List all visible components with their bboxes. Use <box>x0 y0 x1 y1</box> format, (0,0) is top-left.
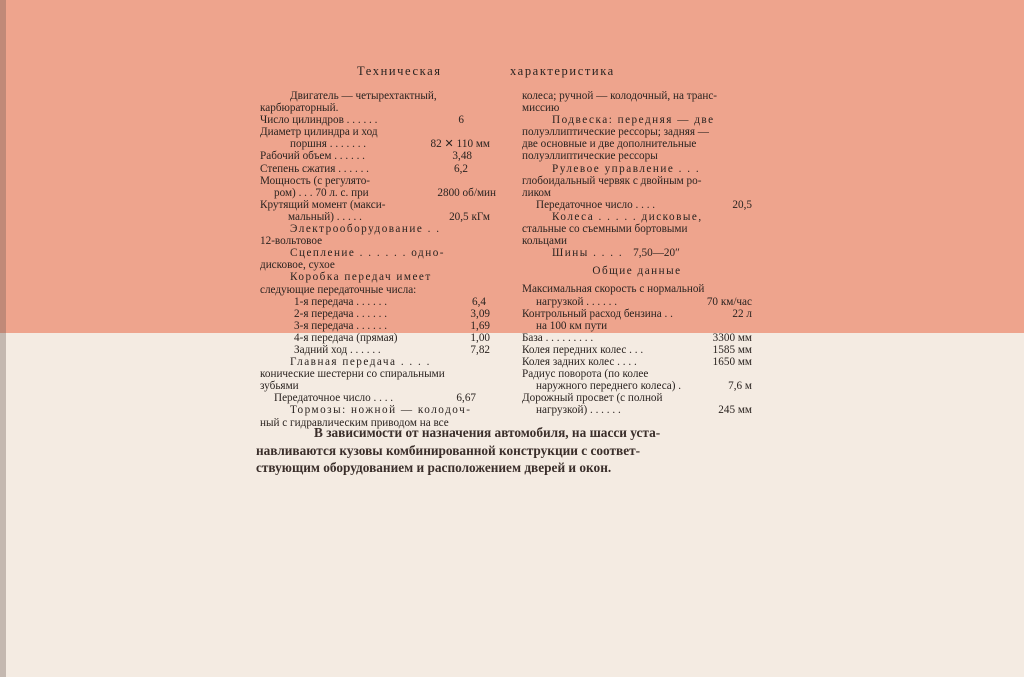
torque-line-1: Крутящий момент (макси- <box>260 198 386 211</box>
clearance-line-1: Дорожный просвет (с полной <box>522 392 663 405</box>
clearance-value: 245 мм <box>718 404 752 417</box>
power-line-1: Мощность (с регулято- <box>260 174 371 187</box>
reverse-label: Задний ход . . . . . . <box>294 343 381 356</box>
salmon-band <box>0 0 1024 333</box>
power-row <box>260 187 496 199</box>
front-track-value: 1585 мм <box>712 343 752 356</box>
turning-label: наружного переднего колеса) . <box>536 380 682 393</box>
gearbox-line-2: следующие передаточные числа: <box>260 283 417 296</box>
gear-2-label: 2-я передача . . . . . . <box>294 307 387 320</box>
turning-row <box>522 380 752 392</box>
steering-ratio-value: 20,5 <box>732 198 752 211</box>
gear-4-row <box>260 332 496 344</box>
general-data-title: Общие данные <box>592 265 682 278</box>
cylinders-label: Число цилиндров . . . . . . <box>260 114 378 127</box>
spec-column-left <box>260 90 496 429</box>
final-drive-line-1: Главная передача . . . . <box>290 356 431 369</box>
final-ratio-label: Передаточное число . . . . <box>274 392 394 405</box>
rear-track-row <box>522 356 752 368</box>
engine-line-1: Двигатель — четырехтактный, <box>290 90 437 102</box>
cylinders-row <box>260 114 496 126</box>
compression-row <box>260 163 496 175</box>
gear-1-row <box>260 296 496 308</box>
front-track-label: Колея передних колес . . . <box>522 343 644 356</box>
speed-label: нагрузкой . . . . . . <box>536 295 618 308</box>
suspension-line-3: две основные и две дополнительные <box>522 138 697 151</box>
tires-row <box>522 247 752 259</box>
turning-line-1: Радиус поворота (по колее <box>522 368 649 381</box>
wheelbase-value: 3300 мм <box>712 331 752 344</box>
note-line-2: навливаются кузовы комбинированной конструкции с соответ- <box>256 442 641 458</box>
steering-ratio-label: Передаточное число . . . . <box>536 198 656 211</box>
compression-label: Степень сжатия . . . . . . <box>260 162 369 175</box>
gear-3-label: 3-я передача . . . . . . <box>294 319 387 332</box>
steering-line-2: глобоидальный червяк с двойным ро- <box>522 174 702 187</box>
power-label: ром) . . . 70 л. с. при <box>274 186 369 199</box>
turning-value: 7,6 м <box>728 380 752 393</box>
suspension-line-2: полуэллиптические рессоры; задняя — <box>522 126 709 139</box>
reverse-row <box>260 344 496 356</box>
suspension-line-4: полуэллиптические рессоры <box>522 150 658 163</box>
bore-label: Диаметр цилиндра и ход <box>260 126 378 139</box>
gear-3-row <box>260 320 496 332</box>
power-value: 2800 об/мин <box>437 186 496 199</box>
speed-line-1: Максимальная скорость с нормальной <box>522 283 705 296</box>
stroke-value: 82 ✕ 110 мм <box>430 138 490 151</box>
fuel-value: 22 л <box>732 307 752 320</box>
clutch-line-1: Сцепление . . . . . . одно- <box>290 247 446 260</box>
speed-value: 70 км/час <box>706 295 752 308</box>
wheels-line-3: кольцами <box>522 235 568 248</box>
compression-value: 6,2 <box>454 162 468 175</box>
final-drive-line-2: конические шестерни со спиральными <box>260 368 445 381</box>
fuel-line-2: на 100 км пути <box>536 319 608 332</box>
brakes-line-1: Тормозы: ножной — колодоч- <box>290 404 472 417</box>
tires-label: Шины . . . . <box>552 247 624 260</box>
rear-track-label: Колея задних колес . . . . <box>522 355 637 368</box>
steering-line-3: ликом <box>522 186 551 199</box>
clutch-line-2: дисковое, сухое <box>260 259 335 272</box>
wheelbase-row <box>522 332 752 344</box>
stroke-label: поршня . . . . . . . <box>290 138 367 151</box>
clearance-label: нагрузкой) . . . . . . <box>536 404 621 417</box>
gear-3-value: 1,69 <box>470 319 490 332</box>
brakes-cont-line-2: миссию <box>522 102 560 115</box>
fuel-row <box>522 308 752 320</box>
reverse-value: 7,82 <box>470 343 490 356</box>
gear-4-label: 4-я передача (прямая) <box>294 331 398 344</box>
title-word-1: Техническая <box>357 64 442 78</box>
page-edge-shadow <box>0 0 6 677</box>
final-ratio-row <box>260 392 496 404</box>
final-ratio-value: 6,67 <box>456 392 476 405</box>
spec-column-right <box>522 90 752 416</box>
volume-row <box>260 150 496 162</box>
electrics-line-1: Электрооборудование . . <box>290 223 441 236</box>
gear-2-value: 3,09 <box>470 307 490 320</box>
tires-value: 7,50—20″ <box>633 247 680 260</box>
torque-label: мальный) . . . . . <box>288 210 362 223</box>
body-note <box>256 424 736 477</box>
fuel-label: Контрольный расход бензина . . <box>522 307 673 320</box>
cylinders-value: 6 <box>458 114 464 127</box>
stroke-row <box>260 138 496 150</box>
note-line-3: ствующим оборудованием и расположением дверей и окон. <box>256 460 612 475</box>
gear-1-label: 1-я передача . . . . . . <box>294 295 387 308</box>
final-drive-line-3: зубьями <box>260 380 299 393</box>
brakes-cont-line-1: колеса; ручной — колодочный, на транс- <box>522 90 718 102</box>
electrics-line-2: 12-вольтовое <box>260 235 323 248</box>
engine-line-2: карбюраторный. <box>260 102 339 115</box>
wheelbase-label: База . . . . . . . . . <box>522 331 594 344</box>
torque-row <box>260 211 496 223</box>
wheels-line-1: Колеса . . . . . дисковые, <box>552 210 703 223</box>
volume-label: Рабочий объем . . . . . . <box>260 150 365 163</box>
volume-value: 3,48 <box>452 150 472 163</box>
steering-ratio-row <box>522 199 752 211</box>
speed-row <box>522 296 752 308</box>
front-track-row <box>522 344 752 356</box>
note-line-1: В зависимости от назначения автомобиля, на шасси уста- <box>314 425 661 440</box>
title-word-2: характеристика <box>510 64 615 78</box>
torque-value: 20,5 кГм <box>449 210 490 223</box>
rear-track-value: 1650 мм <box>712 355 752 368</box>
brakes-line-2: ный с гидравлическим приводом на все <box>260 416 449 429</box>
clearance-row <box>522 404 752 416</box>
gear-2-row <box>260 308 496 320</box>
steering-line-1: Рулевое управление . . . <box>552 162 701 175</box>
cream-band <box>0 333 1024 677</box>
gear-4-value: 1,00 <box>470 331 490 344</box>
gear-1-value: 6,4 <box>472 295 486 308</box>
suspension-line-1: Подвеска: передняя — две <box>552 114 715 127</box>
wheels-line-2: стальные со съемными бортовыми <box>522 223 688 236</box>
gearbox-line-1: Коробка передач имеет <box>290 271 432 284</box>
